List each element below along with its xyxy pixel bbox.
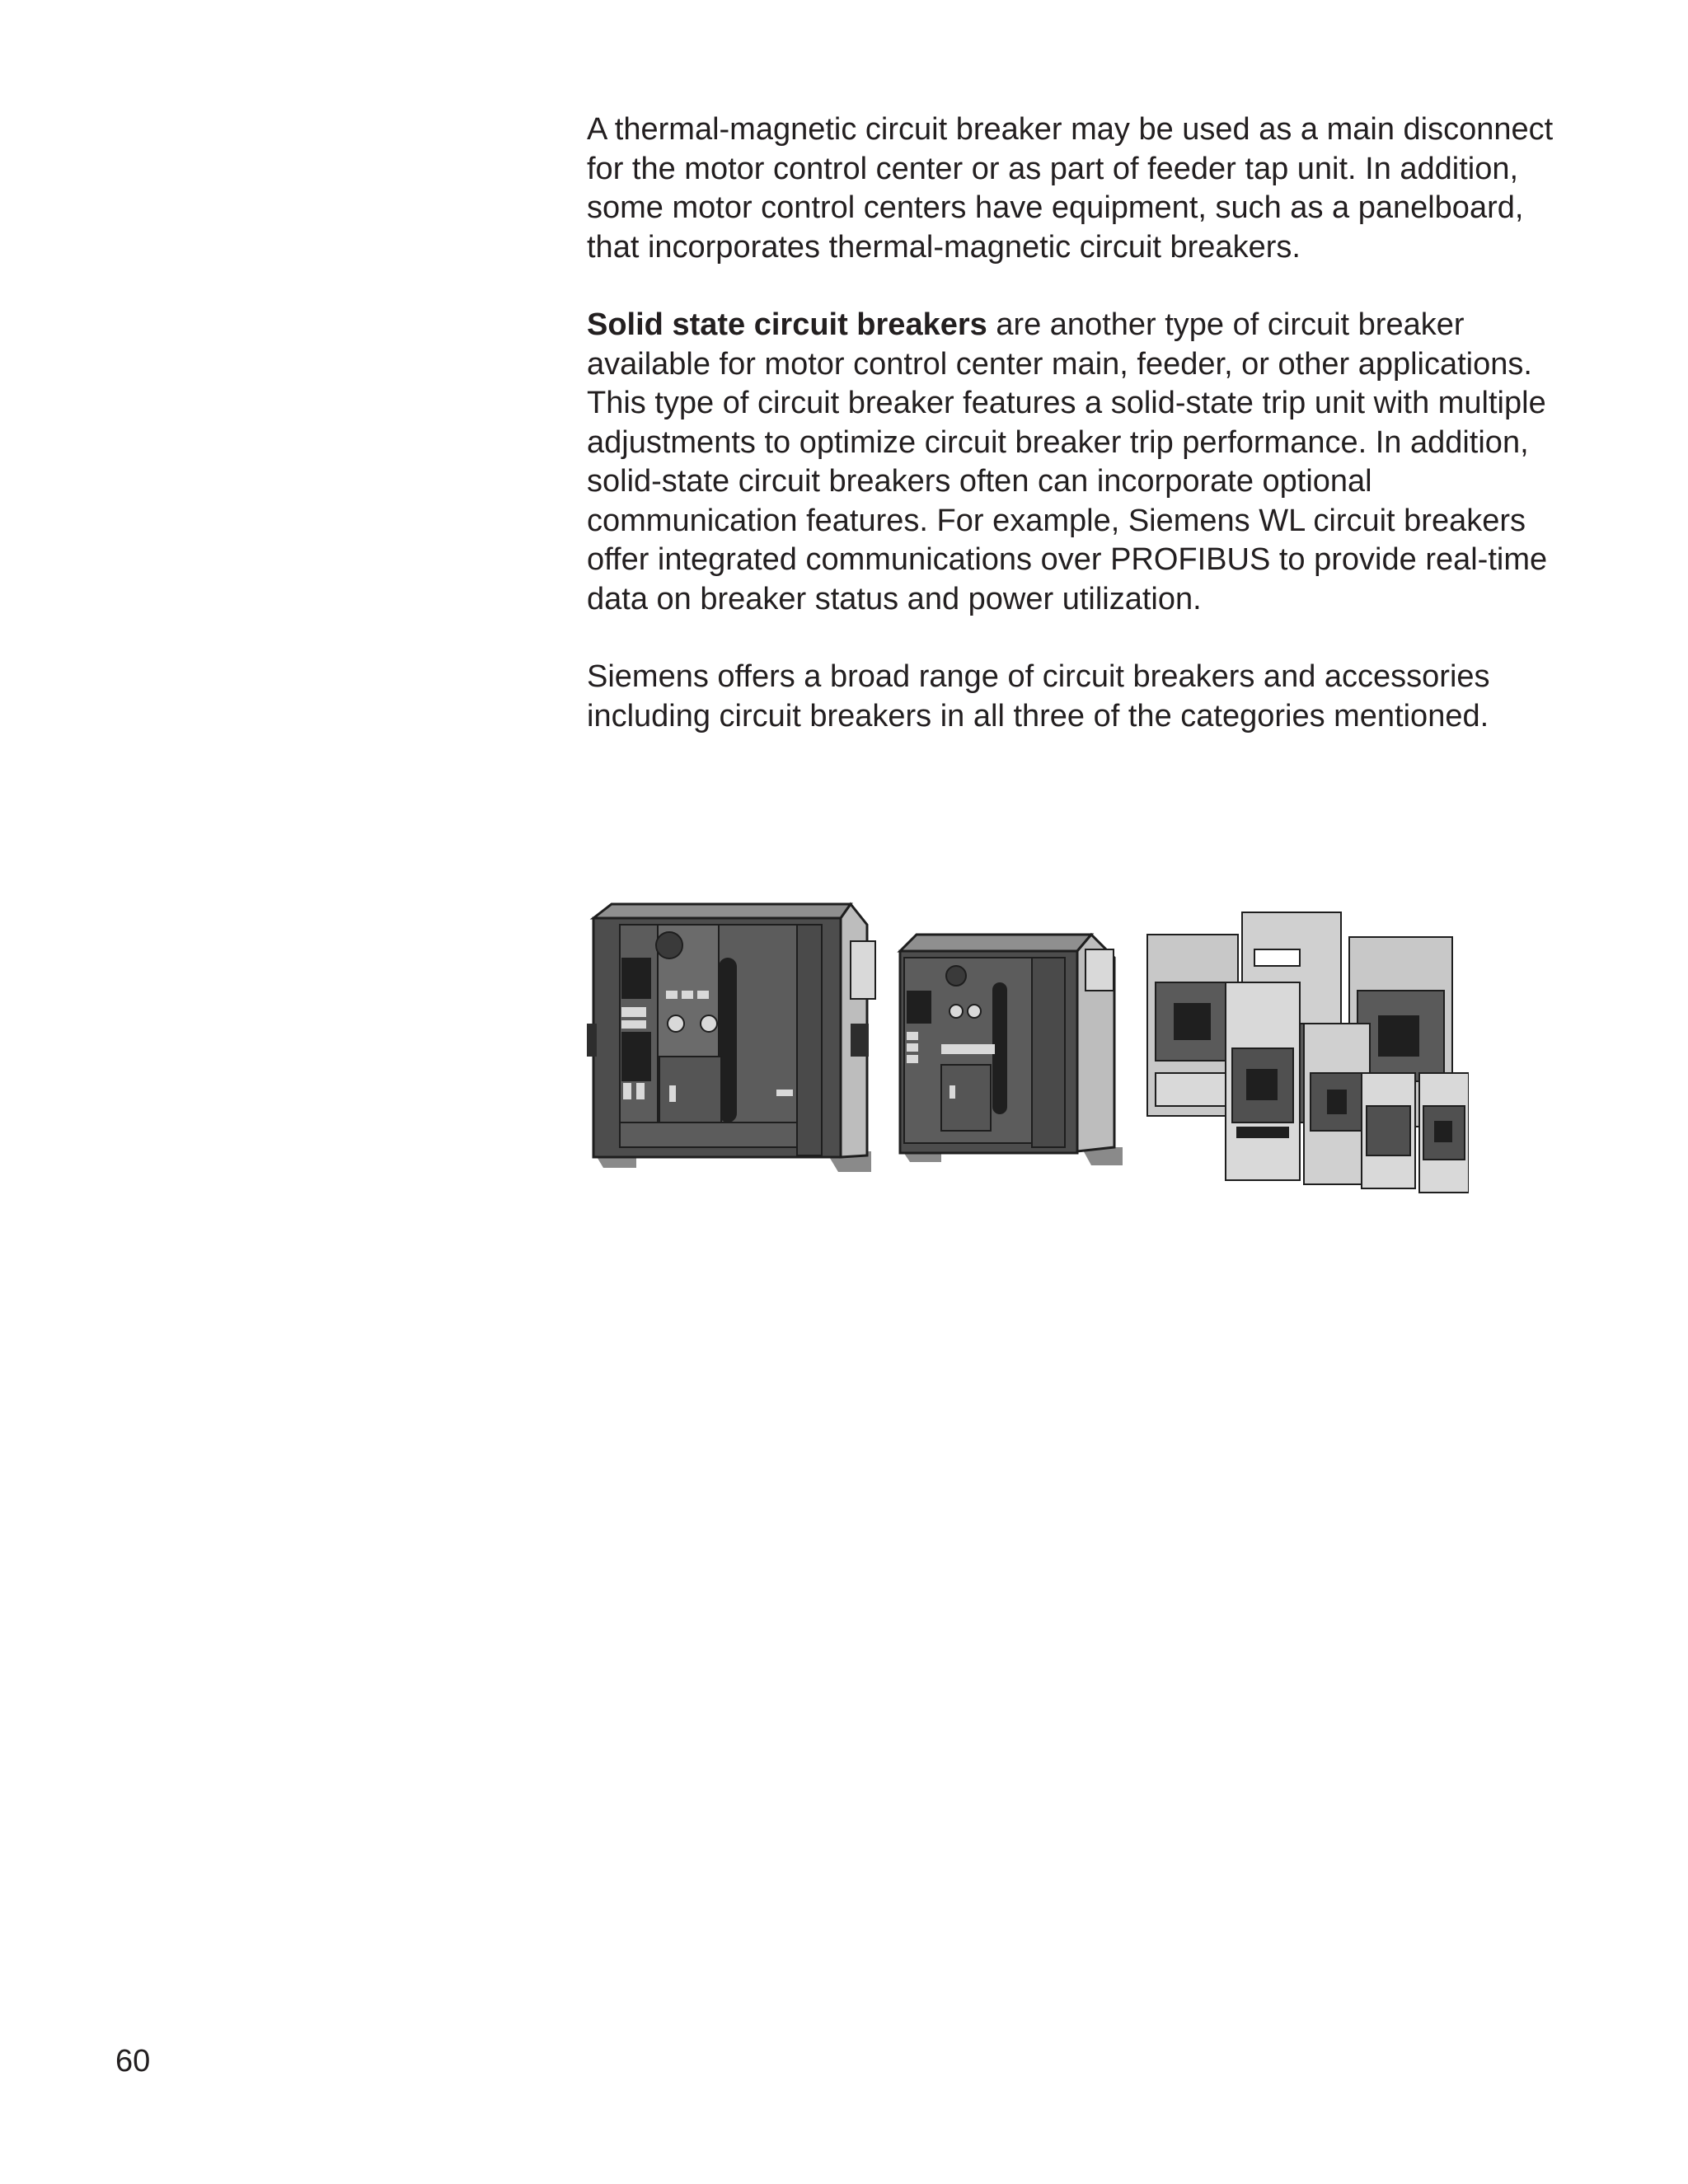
medium-air-circuit-breaker — [900, 935, 1123, 1165]
paragraph-solid-state — [587, 306, 1559, 619]
molded-case-circuit-breakers — [1147, 912, 1469, 1193]
paragraph-solid-state-text: are another type of circuit breaker available for motor control center main, feeder, or other applications. This type of circuit breaker features a solid-state trip unit with multiple adjustments to optimize circuit breaker trip performance. In addition, solid-state circuit breakers often can incorporate optional communication features. For example, Siemens WL circuit breakers offer integrated communications over PROFIBUS to provide real-time data on breaker status and power utilization. — [587, 307, 1548, 616]
breaker-figure-svg — [587, 900, 1469, 1197]
page-number: 60 — [115, 2044, 151, 2079]
paragraph-thermal-magnetic: A thermal-magnetic circuit breaker may be used as a main disconnect for the motor control center or as part of feeder tap unit. In addition, some motor control centers have equipment, such as a panelboard, that incorporates thermal-magnetic circuit breakers. — [587, 112, 1554, 265]
body-text — [587, 110, 1559, 775]
circuit-breaker-illustration — [587, 900, 1469, 1197]
paragraph-siemens-range: Siemens offers a broad range of circuit breakers and accessories including circuit breakers in all three of the categories mentioned. — [587, 659, 1490, 733]
large-air-circuit-breaker — [587, 904, 875, 1172]
term-solid-state-circuit-breakers: Solid state circuit breakers — [587, 307, 987, 342]
